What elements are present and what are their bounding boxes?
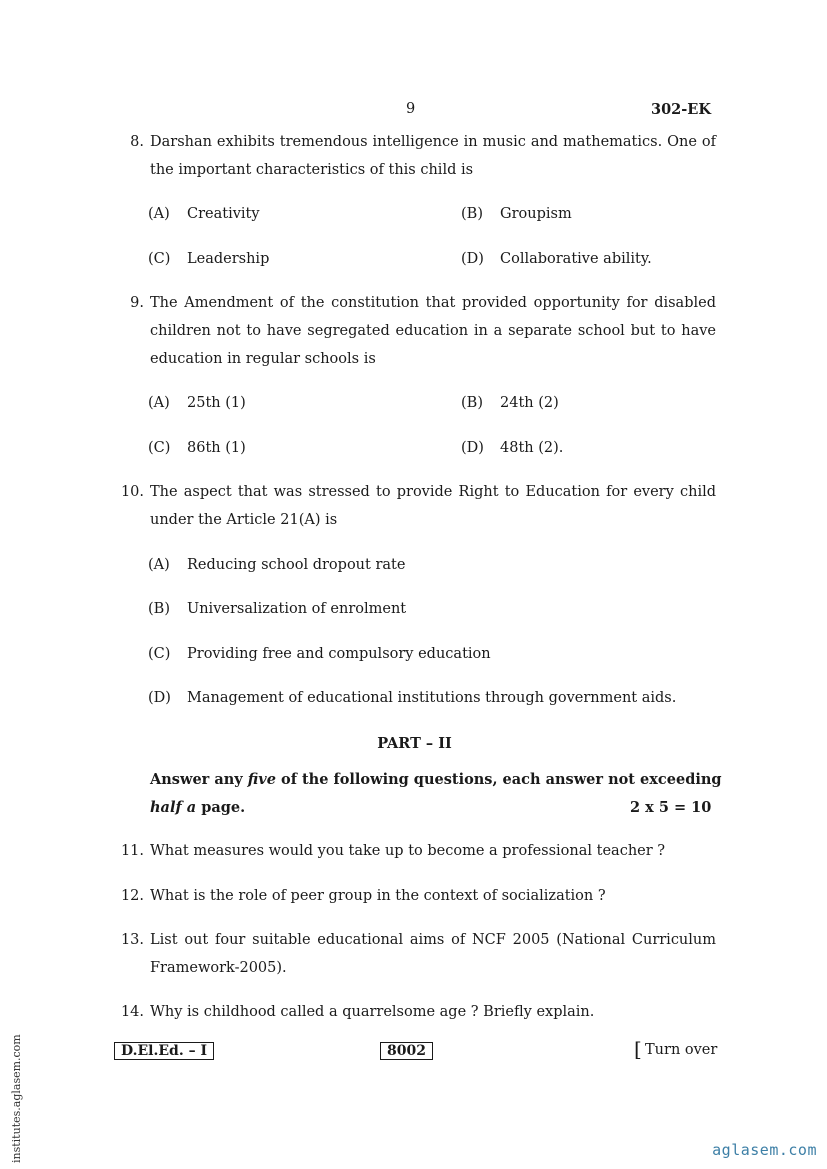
instr-part-a: Answer any <box>150 771 248 788</box>
option-label: (C) <box>148 251 171 267</box>
option-label: (A) <box>148 557 170 573</box>
option-label: (D) <box>461 251 484 267</box>
option-label: (B) <box>461 395 483 411</box>
bracket-glyph: [ <box>634 1037 642 1061</box>
option-label: (B) <box>148 601 170 617</box>
option-label: (D) <box>148 690 171 706</box>
part-title-text: PART – II <box>377 735 452 752</box>
turn-over-label: Turn over <box>645 1042 718 1058</box>
option-label: (C) <box>148 440 171 456</box>
brand-link[interactable]: aglasem.com <box>712 1141 817 1159</box>
question-number: 13. <box>120 932 144 948</box>
page-number: 9 <box>406 101 416 117</box>
option-label: (A) <box>148 206 170 222</box>
question-number: 14. <box>120 1004 144 1020</box>
option-label: (A) <box>148 395 170 411</box>
question-text: Darshan exhibits tremendous intelligence in music and mathematics. One of the important characteristics of this child is <box>150 134 716 178</box>
question-number: 11. <box>120 843 144 859</box>
instr-part-c: of the following questions, each answer not exceeding <box>275 771 722 788</box>
question-text: The aspect that was stressed to provide Right to Education for every child under the Article 21(A) is <box>150 484 716 528</box>
instr-part-e: page. <box>196 799 246 816</box>
paper-code: 302-EK <box>651 101 711 118</box>
marks-allocation: 2 x 5 = 10 <box>630 799 712 816</box>
course-box: D.El.Ed. – I <box>114 1042 214 1060</box>
side-watermark: institutes.aglasem.com <box>10 1034 23 1163</box>
option-text: 48th (2). <box>500 440 564 456</box>
option-text: 24th (2) <box>500 395 559 411</box>
question-text: The Amendment of the constitution that provided opportunity for disabled children not to have segregated education in a separate school but to have education in regular schools is <box>150 295 716 367</box>
question-number: 10. <box>120 484 144 500</box>
question-text: List out four suitable educational aims of NCF 2005 (National Curriculum Framework-2005). <box>150 932 716 976</box>
option-text: Universalization of enrolment <box>187 601 407 617</box>
instr-part-d: half a <box>150 799 197 816</box>
option-text: Creativity <box>187 206 260 222</box>
option-text: Management of educational institutions through government aids. <box>187 690 677 706</box>
option-text: Collaborative ability. <box>500 251 652 267</box>
part-instructions-line2 <box>150 799 245 816</box>
paper-code-box: 8002 <box>380 1042 433 1060</box>
instr-part-b: five <box>247 771 276 788</box>
part-instructions-line1 <box>150 771 722 788</box>
question-text: What measures would you take up to become a professional teacher ? <box>150 843 666 859</box>
question-number: 12. <box>120 888 144 904</box>
question-text: Why is childhood called a quarrelsome age ? Briefly explain. <box>150 1004 595 1020</box>
option-label: (B) <box>461 206 483 222</box>
option-text: Leadership <box>187 251 270 267</box>
option-text: Groupism <box>500 206 572 222</box>
question-number: 8. <box>130 134 144 150</box>
option-text: Providing free and compulsory education <box>187 646 491 662</box>
option-text: 86th (1) <box>187 440 246 456</box>
question-number: 9. <box>130 295 144 311</box>
option-label: (C) <box>148 646 171 662</box>
part-title <box>0 735 827 752</box>
question-text: What is the role of peer group in the context of socialization ? <box>150 888 606 904</box>
option-label: (D) <box>461 440 484 456</box>
option-text: 25th (1) <box>187 395 246 411</box>
option-text: Reducing school dropout rate <box>187 557 406 573</box>
